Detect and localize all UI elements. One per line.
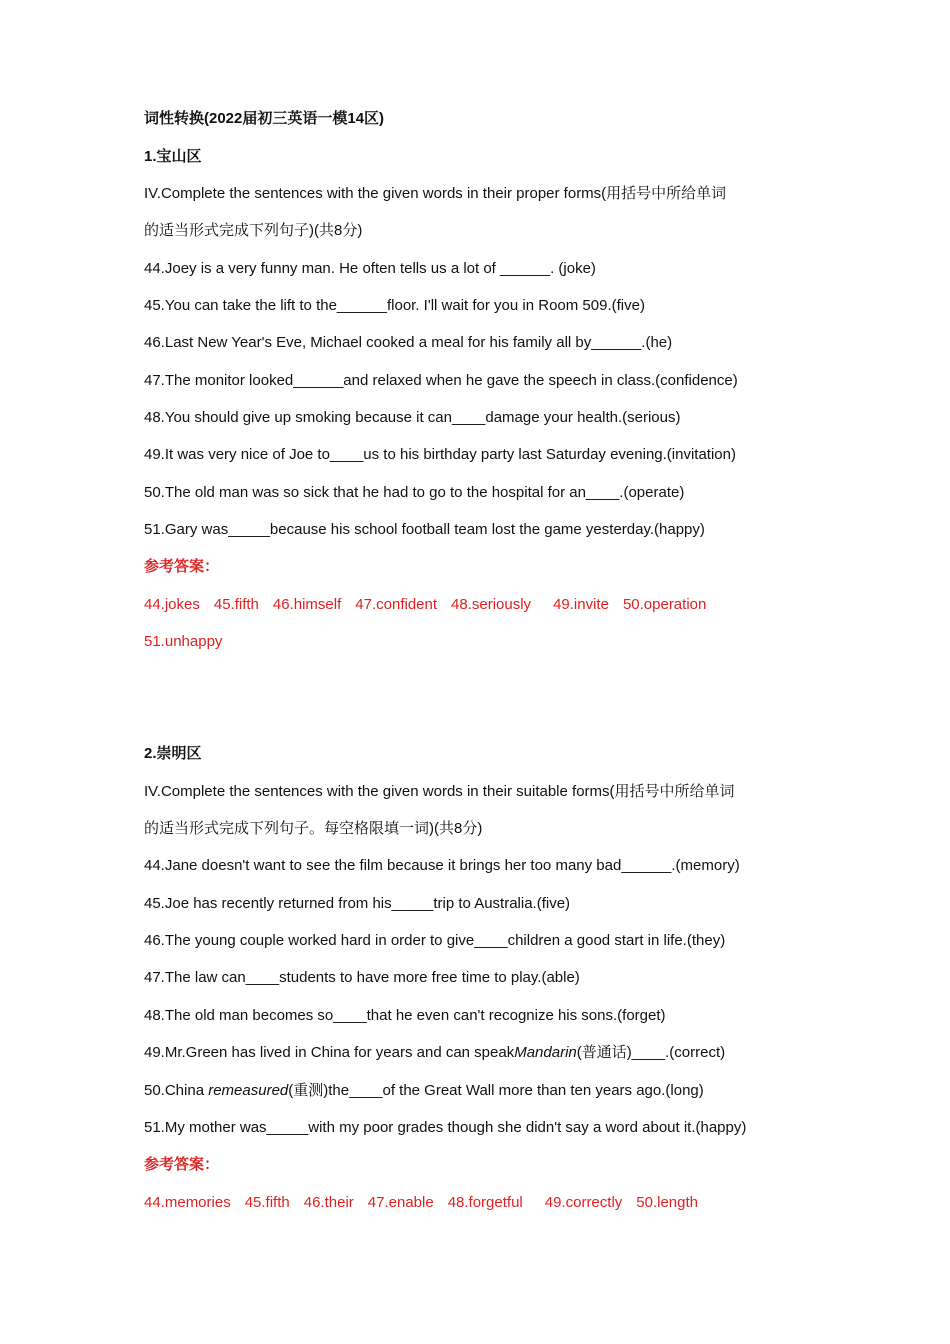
instruction-line: IV.Complete the sentences with the given words in their proper forms(用括号中所给单词 [144,185,727,202]
answer-item: 47.confident [355,596,438,613]
document-title: 词性转换(2022届初三英语一模14区) [144,110,385,127]
answer-item: 48.forgetful [447,1194,523,1211]
question: 51.My mother was_____with my poor grades though she didn't say a word about it.(happy) [144,1119,747,1136]
question: 48.The old man becomes so____that he even can't recognize his sons.(forget) [144,1007,666,1024]
answer-item: 45.fifth [213,596,259,613]
question-text: (普通话)____.(correct) [576,1044,726,1061]
question-text: 50.China [144,1082,209,1099]
instruction-line: 的适当形式完成下列句子。每空格限填一词)(共8分) [144,820,483,837]
answer-item: 50.operation [622,596,707,613]
question: 46.The young couple worked hard in order to give____children a good start in life.(they) [144,932,726,949]
question: 44.Jane doesn't want to see the film because it brings her too many bad______.(memory) [144,857,740,874]
question-emphasis: remeasured [208,1082,289,1099]
answer-row [144,1193,712,1213]
answer-item: 49.invite [553,596,609,613]
instruction-line: IV.Complete the sentences with the given words in their suitable forms(用括号中所给单词 [144,783,735,800]
question: 51.Gary was_____because his school football team lost the game yesterday.(happy) [144,521,705,538]
question [144,1081,704,1101]
question [144,1043,725,1063]
answer-item: 44.memories [144,1194,231,1211]
question-text: 49.Mr.Green has lived in China for years and can speak [144,1044,515,1061]
section-heading: 2.崇明区 [144,745,202,762]
question-emphasis: Mandarin [514,1044,577,1061]
question: 44.Joey is a very funny man. He often tells us a lot of ______. (joke) [144,260,596,277]
answer-item: 51.unhappy [144,633,223,650]
question: 45.You can take the lift to the______floor. I'll wait for you in Room 509.(five) [144,297,645,314]
question: 45.Joe has recently returned from his_____trip to Australia.(five) [144,895,571,912]
answer-item: 45.fifth [244,1194,290,1211]
answer-label: 参考答案： [144,558,220,575]
question-text: (重测)the____of the Great Wall more than ten years ago.(long) [288,1082,704,1099]
answer-row [144,595,720,615]
answer-item: 44.jokes [144,596,200,613]
section-heading: 1.宝山区 [144,148,202,165]
answer-item: 47.enable [367,1194,434,1211]
answer-item: 46.himself [272,596,342,613]
instruction-line: 的适当形式完成下列句子)(共8分) [144,222,363,239]
question: 48.You should give up smoking because it can____damage your health.(serious) [144,409,681,426]
question: 47.The monitor looked______and relaxed when he gave the speech in class.(confidence) [144,372,738,389]
answer-item: 50.length [636,1194,699,1211]
answer-label: 参考答案： [144,1156,220,1173]
answer-item: 46.their [303,1194,354,1211]
question: 50.The old man was so sick that he had to go to the hospital for an____.(operate) [144,484,685,501]
answer-item: 49.correctly [544,1194,623,1211]
question: 47.The law can____students to have more free time to play.(able) [144,969,580,986]
question: 46.Last New Year's Eve, Michael cooked a meal for his family all by______.(he) [144,334,673,351]
answer-item: 48.seriously [451,596,532,613]
question: 49.It was very nice of Joe to____us to his birthday party last Saturday evening.(invitation) [144,446,736,463]
